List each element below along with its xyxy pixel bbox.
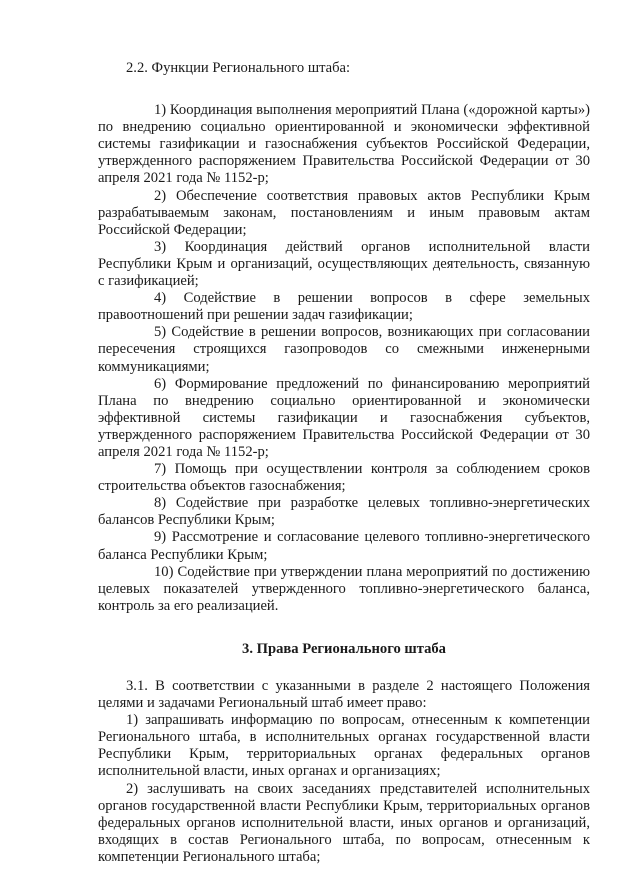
- item-text: Содействие при разработке целевых топливно-энергетических балансов Республики Крым;: [98, 495, 591, 529]
- item-text: Формирование предложений по финансированию мероприятий Плана по внедрению социально ориентированной и экономически эффективной системы газификации и газоснабжения субъектов, утвержденного распоряжением Правительства Российской Федерации от 30 апреля 2021 года № 1152-р;: [98, 375, 590, 460]
- item-text: Координация выполнения мероприятий Плана («дорожной карты») по внедрению социально ориентированной и экономически эффективной системы газификации и газоснабжения субъектов Российской Федерации, утвержденного распоряжением Правительства Российской Федерации от 30 апреля 2021 года № 1152-р;: [98, 102, 591, 187]
- list-item: [98, 564, 590, 615]
- rights-item: 2) заслушивать на своих заседаниях представителей исполнительных органов государственной власти Республики Крым, территориальных органов федеральных органов исполнительной власти, иных органов и организаций, входящих в состав Регионального штаба, по вопросам, отнесенным к компетенции Регионального штаба;: [98, 780, 590, 865]
- item-text: Обеспечение соответствия правовых актов Республики Крым разрабатываемым законам, постановлениям и иным правовым актам Российской Федерации;: [98, 187, 590, 238]
- item-text: Содействие в решении вопросов, возникающих при согласовании пересечения строящихся газопроводов со смежными инженерными коммуникациями;: [98, 324, 590, 375]
- item-number: 2): [154, 187, 167, 204]
- list-item: [98, 290, 590, 324]
- document-body: [98, 60, 590, 866]
- item-number: 4): [154, 290, 167, 307]
- item-number: 10): [154, 563, 174, 580]
- item-number: 8): [154, 495, 167, 512]
- section-title: 3. Права Регионального штаба: [242, 640, 446, 657]
- item-text: Помощь при осуществлении контроля за соблюдением сроков строительства объектов газоснабжения;: [98, 461, 590, 495]
- item-number: 5): [154, 324, 167, 341]
- item-text: Содействие в решении вопросов в сфере земельных правоотношений при решении задач газификации;: [98, 290, 591, 324]
- item-number: 6): [154, 375, 167, 392]
- list-item: [98, 376, 590, 461]
- list-item: [98, 461, 590, 495]
- item-text: Рассмотрение и согласование целевого топливно-энергетического баланса Республики Крым;: [98, 529, 590, 563]
- list-item: [98, 188, 590, 239]
- item-number: 9): [154, 529, 167, 546]
- list-item: [98, 324, 590, 375]
- list-item: [98, 529, 590, 563]
- item-text: Содействие при утверждении плана мероприятий по достижению целевых показателей утвержденного топливно-энергетического баланса, контроль за его реализацией.: [98, 563, 590, 614]
- rights-item: 1) запрашивать информацию по вопросам, отнесенным к компетенции Регионального штаба, в исполнительных органах государственной власти Республики Крым, территориальных органах федеральных органов исполнительной власти, иных органах и организациях;: [98, 712, 590, 780]
- item-number: 3): [154, 238, 167, 255]
- item-number: 1): [154, 102, 167, 119]
- item-text: Координация действий органов исполнительной власти Республики Крым и организаций, осуществляющих деятельность, связанную с газификацией;: [98, 238, 590, 290]
- list-item: [98, 495, 590, 529]
- subsection-heading: 2.2. Функции Регионального штаба:: [126, 60, 351, 76]
- section-intro: 3.1. В соответствии с указанными в разделе 2 настоящего Положения целями и задачами Региональный штаб имеет право:: [98, 678, 590, 712]
- functions-list: [98, 102, 590, 615]
- item-number: 7): [154, 461, 167, 478]
- list-item: [98, 239, 590, 290]
- list-item: [98, 102, 590, 187]
